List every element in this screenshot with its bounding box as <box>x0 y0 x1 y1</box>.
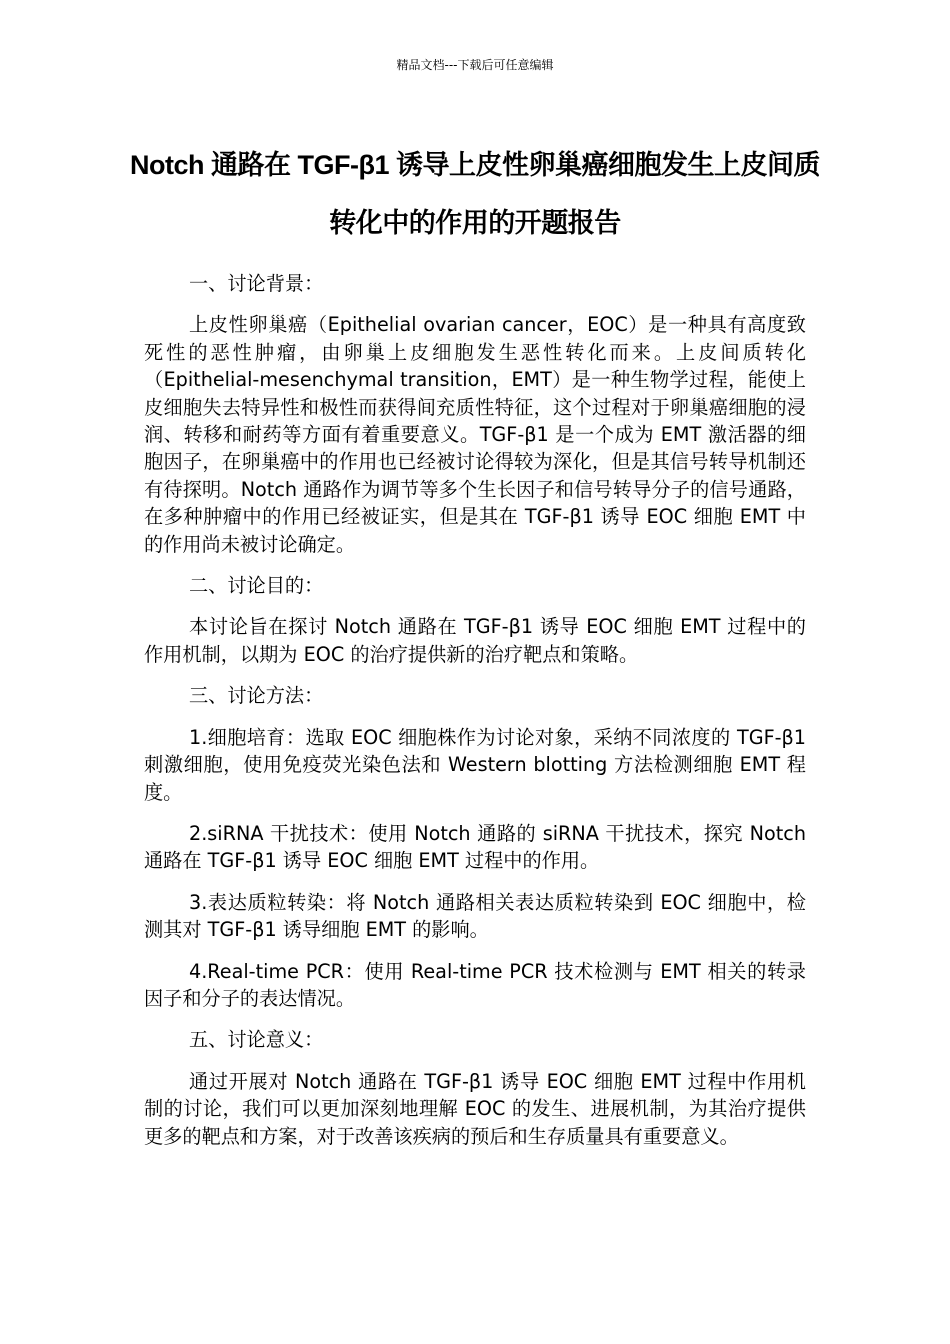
significance-paragraph: 通过开展对 Notch 通路在 TGF-β1 诱导 EOC 细胞 EMT 过程中作用机制的讨论，我们可以更加深刻地理解 EOC 的发生、进展机制，为其治疗提供更多的靶点和方案，对于改善该疾病的预后和生存质量具有重要意义。 <box>144 1069 806 1148</box>
section-heading-purpose: 二、讨论目的： <box>189 574 324 598</box>
document-title: Notch 通路在 TGF-β1 诱导上皮性卵巢癌细胞发生上皮间质转化中的作用的开题报告 <box>130 150 820 238</box>
section-heading-methods: 三、讨论方法： <box>189 684 324 708</box>
method-item-4: 4.Real-time PCR：使用 Real-time PCR 技术检测与 EMT 相关的转录因子和分子的表达情况。 <box>144 959 806 1010</box>
document-body <box>144 270 806 1164</box>
method-item-2: 2.siRNA 干扰技术：使用 Notch 通路的 siRNA 干扰技术，探究 Notch 通路在 TGF-β1 诱导 EOC 细胞 EMT 过程中的作用。 <box>144 821 806 873</box>
background-paragraph: 上皮性卵巢癌（Epithelial ovarian cancer，EOC）是一种具有高度致死性的恶性肿瘤，由卵巢上皮细胞发生恶性转化而来。上皮间质转化（Epithelial-mesenchymal transition，EMT）是一种生物学过程，能使上皮细胞失去特异性和极性而获得间充质性特征，这个过程对于卵巢癌细胞的浸润、转移和耐药等方面有着重要意义。TGF-β1 是一个成为 EMT 激活器的细胞因子，在卵巢癌中的作用也已经被讨论得较为深化，但是其信号转导机制还有待探明。Notch 通路作为调节等多个生长因子和信号转导分子的信号通路，在多种肿瘤中的作用已经被证实，但是其在 TGF-β1 诱导 EOC 细胞 EMT 中的作用尚未被讨论确定。 <box>144 313 806 556</box>
purpose-paragraph: 本讨论旨在探讨 Notch 通路在 TGF-β1 诱导 EOC 细胞 EMT 过程中的作用机制，以期为 EOC 的治疗提供新的治疗靶点和策略。 <box>144 615 806 666</box>
section-heading-background: 一、讨论背景： <box>189 272 324 295</box>
method-item-3: 3.表达质粒转染：将 Notch 通路相关表达质粒转染到 EOC 细胞中，检测其对 TGF-β1 诱导细胞 EMT 的影响。 <box>144 890 806 942</box>
section-heading-significance: 五、讨论意义： <box>189 1028 324 1052</box>
page-header: 精品文档---下载后可任意编辑 <box>396 58 554 72</box>
method-item-1: 1.细胞培育：选取 EOC 细胞株作为讨论对象，采纳不同浓度的 TGF-β1 刺激细胞，使用免疫荧光染色法和 Western blotting 方法检测细胞 EMT 程度。 <box>144 725 806 804</box>
